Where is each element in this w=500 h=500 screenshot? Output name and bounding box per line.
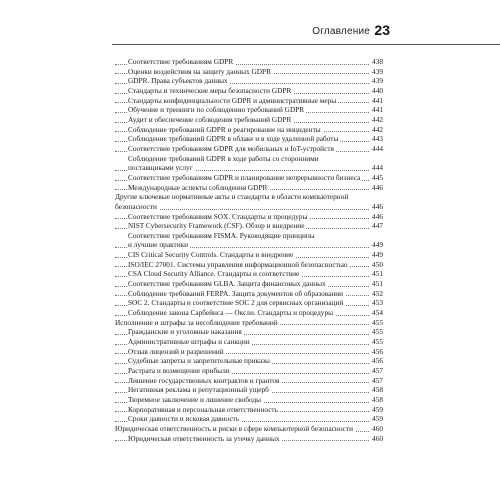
toc-subsection-entry xyxy=(115,125,383,135)
toc-page-number: 460 xyxy=(372,433,383,443)
toc-page-number: 457 xyxy=(372,375,383,385)
toc-subsection-entry xyxy=(115,115,383,125)
toc-subsection-entry xyxy=(115,414,383,424)
toc-subsection-entry xyxy=(115,347,383,357)
toc-entry-title: Соответствие требованиям GDPR xyxy=(128,57,234,66)
toc-subsection-entry xyxy=(115,327,383,337)
toc-entry-title: Административные штрафы и санкции xyxy=(128,337,250,347)
toc-entry-title: Аудит и обеспечение соблюдения требований GDPR xyxy=(128,114,292,124)
toc-entry-title: Юридическая ответственность и риски в сфере компьютерной безопасности xyxy=(115,423,354,433)
toc-subsection-entry xyxy=(115,86,383,96)
toc-subsection-entry xyxy=(115,269,383,279)
toc-section-entry xyxy=(115,318,383,328)
toc-page-number: 451 xyxy=(372,279,383,289)
toc-entry-title: Гражданские и уголовные наказания xyxy=(128,327,242,337)
toc-subsection-entry xyxy=(115,279,383,289)
toc-subsection-entry xyxy=(115,105,383,115)
toc-subsection-entry xyxy=(115,183,383,193)
toc-page-number: 445 xyxy=(372,172,383,182)
toc-page-number: 444 xyxy=(372,163,383,173)
toc-entry-title: Соблюдение требований FERPA. Защита документов об образовании xyxy=(128,288,344,298)
toc-page-number: 459 xyxy=(372,414,383,424)
toc-page-number: 450 xyxy=(372,259,383,269)
toc-subsection-entry xyxy=(115,67,383,77)
toc-entry-title: Тюремное заключение и лишение свободы xyxy=(128,394,262,404)
running-title: Оглавление xyxy=(312,26,370,37)
toc-entry-title-continued: поставщиками услуг xyxy=(128,163,193,173)
toc-entry-title: NIST Cybersecurity Framework (CSF). Обзор и внедрение xyxy=(128,221,305,231)
toc-page-number: 456 xyxy=(372,356,383,366)
toc-page-number: 457 xyxy=(372,366,383,375)
toc-entry-title: Корпоративная и персональная ответственность xyxy=(128,404,278,414)
toc-entry-title: Соответствие требованиям GLBA. Защита финансовых данных xyxy=(128,279,326,289)
toc-entry-title: Соответствие требованиям GDPR и планирование непрерывности бизнеса xyxy=(128,172,361,182)
toc-page-number: 451 xyxy=(372,269,383,279)
toc-subsection-entry xyxy=(115,289,383,299)
toc-subsection-entry xyxy=(115,395,383,405)
toc-entry-title: Международные аспекты соблюдения GDPR xyxy=(128,182,268,192)
toc-entry-title: Юридическая ответственность за утечку данных xyxy=(128,433,280,443)
toc-subsection-entry xyxy=(115,308,383,318)
toc-page-number: 442 xyxy=(372,124,383,134)
toc-subsection-entry xyxy=(115,212,383,222)
toc-subsection-entry xyxy=(115,134,383,144)
toc-subsection-entry xyxy=(115,154,383,173)
toc-page-number: 443 xyxy=(372,134,383,144)
toc-page-number: 442 xyxy=(372,114,383,124)
toc-section-entry xyxy=(115,192,383,211)
toc-page-number: 447 xyxy=(372,221,383,231)
toc-page-number: 444 xyxy=(372,143,383,153)
toc-entry-title: Другие ключевые нормативные акты и стандарты в области компьютерной xyxy=(115,192,349,202)
toc-entry-title: Соответствие требованиям FISMA. Руководящие принципы xyxy=(128,230,315,240)
toc-entry-title: Соблюдение требований GDPR и реагирование на инциденты xyxy=(128,124,321,134)
toc-page-number: 441 xyxy=(372,95,383,105)
page-header xyxy=(0,0,500,44)
toc-entry-title: Соблюдение закона Сарбейнса — Оксли. Стандарты и процедуры xyxy=(128,308,334,318)
toc-entry-title: Лишение государственных контрактов и грантов xyxy=(128,375,280,385)
toc-page-number: 446 xyxy=(372,182,383,192)
toc-entry-title: Соответствие требованиям SOX. Стандарты и процедуры xyxy=(128,211,308,221)
header-divider xyxy=(112,44,500,45)
table-of-contents xyxy=(115,57,383,443)
toc-subsection-entry xyxy=(115,385,383,395)
toc-entry-title: Стандарты конфиденциальности GDPR и административные меры xyxy=(128,95,337,105)
toc-subsection-entry xyxy=(115,405,383,415)
toc-page-number: 460 xyxy=(372,423,383,433)
toc-page-number: 453 xyxy=(372,298,383,308)
toc-subsection-entry xyxy=(115,57,383,67)
toc-subsection-entry xyxy=(115,144,383,154)
toc-entry-title: Соответствие требованиям GDPR для мобильных и IoT-устройств xyxy=(128,143,334,153)
toc-subsection-entry xyxy=(115,250,383,260)
toc-subsection-entry xyxy=(115,231,383,250)
toc-page-number: 456 xyxy=(372,346,383,356)
toc-entry-title: Исполнение и штрафы за несоблюдение требований xyxy=(115,317,278,327)
toc-subsection-entry xyxy=(115,260,383,270)
toc-entry-title: Судебные запреты и запретительные приказы xyxy=(128,356,270,366)
toc-page-number: 439 xyxy=(372,76,383,86)
toc-subsection-entry xyxy=(115,221,383,231)
toc-page-number: 440 xyxy=(372,85,383,95)
toc-page-number: 459 xyxy=(372,404,383,414)
toc-page-number: 455 xyxy=(372,317,383,327)
toc-entry-title: SOC 2. Стандарты и соответствие SOC 2 для сервисных организаций xyxy=(128,298,344,308)
toc-subsection-entry xyxy=(115,376,383,386)
toc-subsection-entry xyxy=(115,76,383,86)
toc-subsection-entry xyxy=(115,356,383,366)
toc-subsection-entry xyxy=(115,337,383,347)
toc-page-number: 446 xyxy=(372,211,383,221)
toc-page-number: 441 xyxy=(372,105,383,115)
toc-entry-title: ISO/IEC 27001. Системы управления информационной безопасностью xyxy=(128,259,348,269)
toc-page-number: 455 xyxy=(372,327,383,337)
toc-subsection-entry xyxy=(115,96,383,106)
toc-page-number: 449 xyxy=(372,250,383,260)
toc-page-number: 446 xyxy=(372,201,383,211)
toc-subsection-entry xyxy=(115,173,383,183)
toc-page-number: 439 xyxy=(372,66,383,76)
toc-section-entry xyxy=(115,424,383,434)
toc-entry-title: Негативная реклама и репутационный ущерб xyxy=(128,385,269,395)
toc-entry-title: Соблюдение требований GDPR в ходе работы со сторонними xyxy=(128,153,319,163)
toc-page-number: 458 xyxy=(372,394,383,404)
toc-subsection-entry xyxy=(115,366,383,376)
toc-entry-title-continued: безопасности xyxy=(115,201,157,211)
toc-entry-title: Соблюдение требований GDPR в облаке и в ходе удаленной работы xyxy=(128,134,339,144)
toc-entry-title: Обучение и тренинги по соблюдению требований GDPR xyxy=(128,105,305,115)
toc-entry-title: Оценки воздействия на защиту данных GDPR xyxy=(128,66,271,76)
page-number: 23 xyxy=(374,22,390,38)
toc-page-number: 454 xyxy=(372,308,383,318)
toc-entry-title: CIS Critical Security Controls. Стандарты и внедрение xyxy=(128,250,294,260)
toc-entry-title: Стандарты и технические меры безопасности GDPR xyxy=(128,85,292,95)
toc-page-number: 455 xyxy=(372,337,383,347)
toc-entry-title: Растрата и возмещение прибыли xyxy=(128,366,230,375)
toc-page-number: 449 xyxy=(372,240,383,250)
toc-entry-title-continued: и лучшие практики xyxy=(128,240,189,250)
toc-subsection-entry xyxy=(115,434,383,444)
toc-entry-title: Отзыв лицензий и разрешений xyxy=(128,346,224,356)
toc-entry-title: CSA Cloud Security Alliance. Стандарты и соответствие xyxy=(128,269,300,279)
toc-page-number: 452 xyxy=(372,288,383,298)
toc-entry-title: Сроки давности и исковая давность xyxy=(128,414,240,424)
toc-page-number: 438 xyxy=(372,57,383,66)
toc-entry-title: GDPR. Права субъектов данных xyxy=(128,76,228,86)
toc-subsection-entry xyxy=(115,298,383,308)
toc-page-number: 458 xyxy=(372,385,383,395)
